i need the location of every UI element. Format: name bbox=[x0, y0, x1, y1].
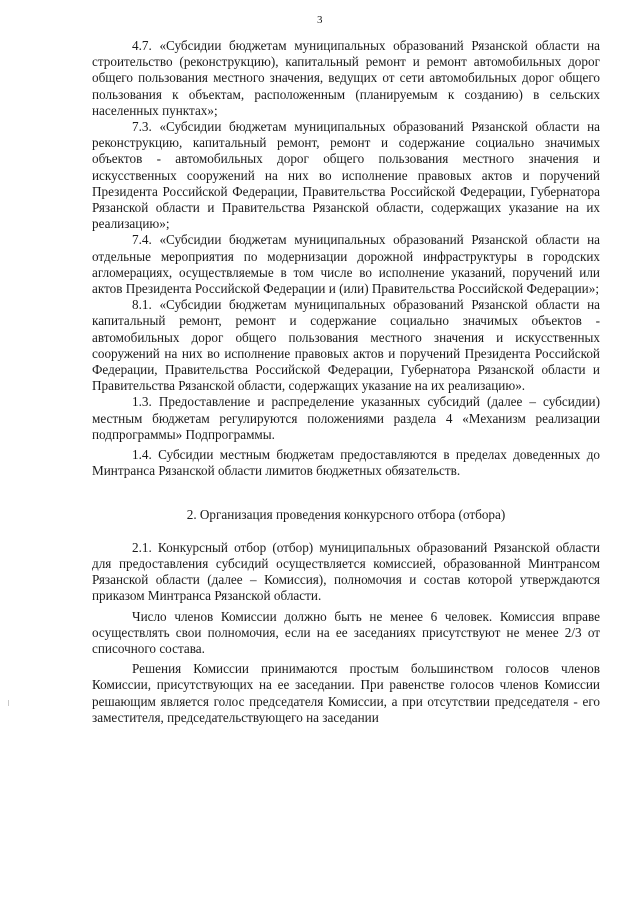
page-number: 3 bbox=[317, 14, 323, 26]
paragraph-7-3: 7.3. «Субсидии бюджетам муниципальных образований Рязанской области на реконструкцию, капитальный ремонт, ремонт и содержание социально значимых объектов - автомобильных дорог общего пользования местного значения и искусственных сооружений на них во исполнение правовых актов и поручений Президента Российской Федерации, Правительства Российской Федерации, Губернатора Рязанской области и Правительства Рязанской области, содержащих указание на их реализацию»; bbox=[92, 119, 600, 232]
paragraph-commission-decisions: Решения Комиссии принимаются простым большинством голосов членов Комиссии, присутствующих на ее заседании. При равенстве голосов членов Комиссии решающим является голос председателя Комиссии, а при отсутствии председателя - его заместителя, председательствующего на заседании bbox=[92, 661, 600, 725]
paragraph-4-7: 4.7. «Субсидии бюджетам муниципальных образований Рязанской области на строительство (реконструкцию), капитальный ремонт и ремонт автомобильных дорог общего пользования местного значения, ведущих от сети автомобильных дорог общего пользования к объектам, расположенным (планируемым к созданию) в сельских населенных пунктах»; bbox=[92, 38, 600, 118]
paragraph-8-1: 8.1. «Субсидии бюджетам муниципальных образований Рязанской области на капитальный ремонт, ремонт и содержание социально значимых объектов - автомобильных дорог общего пользования местного значения и искусственных сооружений на них во исполнение правовых актов и поручений Президента Российской Федерации, Правительства Российской Федерации, Губернатора Рязанской области и Правительства Рязанской области, содержащих указание на их реализацию». bbox=[92, 297, 600, 394]
scan-margin-mark bbox=[8, 700, 9, 706]
paragraph-7-4: 7.4. «Субсидии бюджетам муниципальных образований Рязанской области на отдельные мероприятия по модернизации дорожной инфраструктуры в городских агломерациях, осуществляемые в том числе во исполнение указаний, поручений или актов Президента Российской Федерации и (или) Правительства Российской Федерации»; bbox=[92, 232, 600, 297]
paragraph-2-1: 2.1. Конкурсный отбор (отбор) муниципальных образований Рязанской области для предоставления субсидий осуществляется комиссией, образованной Минтрансом Рязанской области (далее – Комиссия), полномочия и состав которой утверждаются приказом Минтранса Рязанской области. bbox=[92, 539, 600, 604]
page-body bbox=[92, 38, 600, 726]
section-heading: 2. Организация проведения конкурсного отбора (отбора) bbox=[186, 507, 506, 523]
paragraph-commission-size: Число членов Комиссии должно быть не менее 6 человек. Комиссия вправе осуществлять свои полномочия, если на ее заседаниях присутствуют не менее 2/3 от списочного состава. bbox=[92, 608, 600, 656]
paragraph-1-3: 1.3. Предоставление и распределение указанных субсидий (далее – субсидии) местным бюджетам регулируются положениями раздела 4 «Механизм реализации подпрограммы» Подпрограммы. bbox=[92, 394, 600, 442]
paragraph-1-4: 1.4. Субсидии местным бюджетам предоставляются в пределах доведенных до Минтранса Рязанской области лимитов бюджетных обязательств. bbox=[92, 447, 600, 479]
